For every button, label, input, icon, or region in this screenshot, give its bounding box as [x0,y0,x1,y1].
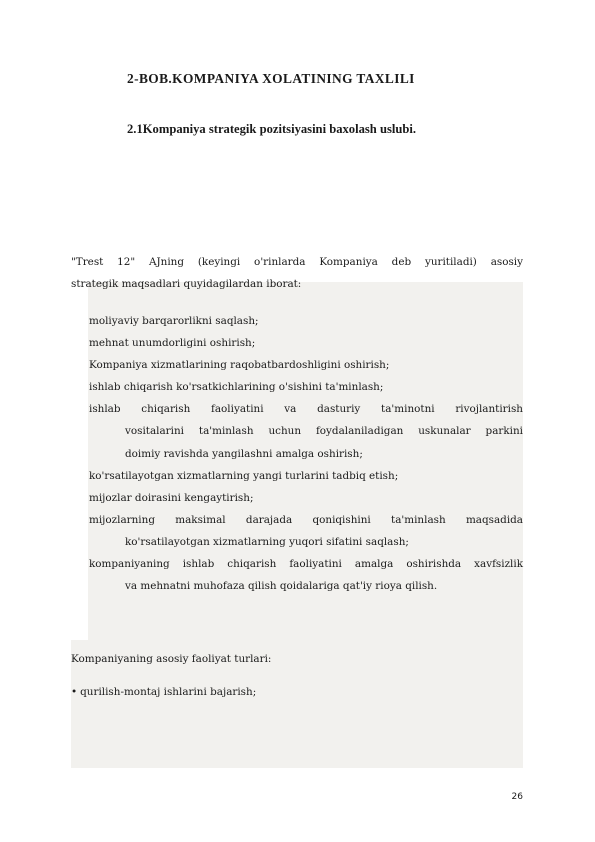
activities-item-text: qurilish-montaj ishlarini bajarish; [80,686,257,698]
list-item-text: vositalarini ta'minlash uchun foydalaniladigan uskunalar parkini [125,425,523,438]
list-item [89,465,523,487]
list-item-text: mijozlarning maksimal darajada qoniqishini ta'minlash maqsadida [89,513,523,526]
list-item-text: ko'rsatilayotgan xizmatlarning yuqori sifatini saqlash; [125,535,409,548]
page-number: 26 [511,792,523,802]
intro-line: "Trest 12" AJning (keyingi o'rinlarda Kompaniya deb yuritiladi) asosiy [71,256,523,268]
list-item-text: ishlab chiqarish faoliyatini va dasturiy ta'minotni rivojlantirish [89,403,523,416]
list-item [89,376,523,398]
list-item-text: ishlab chiqarish ko'rsatkichlarining o'sishini ta'minlash; [89,381,384,394]
list-item [89,398,523,464]
bullet-icon: • [71,686,78,698]
list-item-text: mehnat unumdorligini oshirish; [89,337,256,350]
list-item-text: ko'rsatilayotgan xizmatlarning yangi turlarini tadbiq etish; [89,469,399,482]
list-item-text: mijozlar doirasini kengaytirish; [89,491,254,504]
section-title: 2.1Kompaniya strategik pozitsiyasini baxolash uslubi. [127,122,417,136]
list-item [89,487,523,509]
list-item-text: moliyaviy barqarorlikni saqlash; [89,315,259,327]
list-item [89,332,523,354]
intro-line: strategik maqsadlari quyidagilardan iborat: [71,278,302,290]
activities-heading: Kompaniyaning asosiy faoliyat turlari: [71,653,272,665]
activities-item [71,681,523,703]
list-item [89,310,523,332]
list-item-text: va mehnatni muhofaza qilish qoidalariga qat'iy rioya qilish. [125,580,438,593]
intro-paragraph [71,251,523,295]
goals-list [89,310,523,597]
list-item [89,354,523,376]
list-item-text: Kompaniya xizmatlarining raqobatbardoshligini oshirish; [89,359,390,372]
list-item [89,509,523,553]
list-item [89,553,523,597]
list-item-text: kompaniyaning ishlab chiqarish faoliyatini amalga oshirishda xavfsizlik [89,558,523,571]
chapter-title: 2-BOB.KOMPANIYA XOLATINING TAXLILI [127,71,415,86]
list-item-text: doimiy ravishda yangilashni amalga oshirish; [125,447,363,460]
